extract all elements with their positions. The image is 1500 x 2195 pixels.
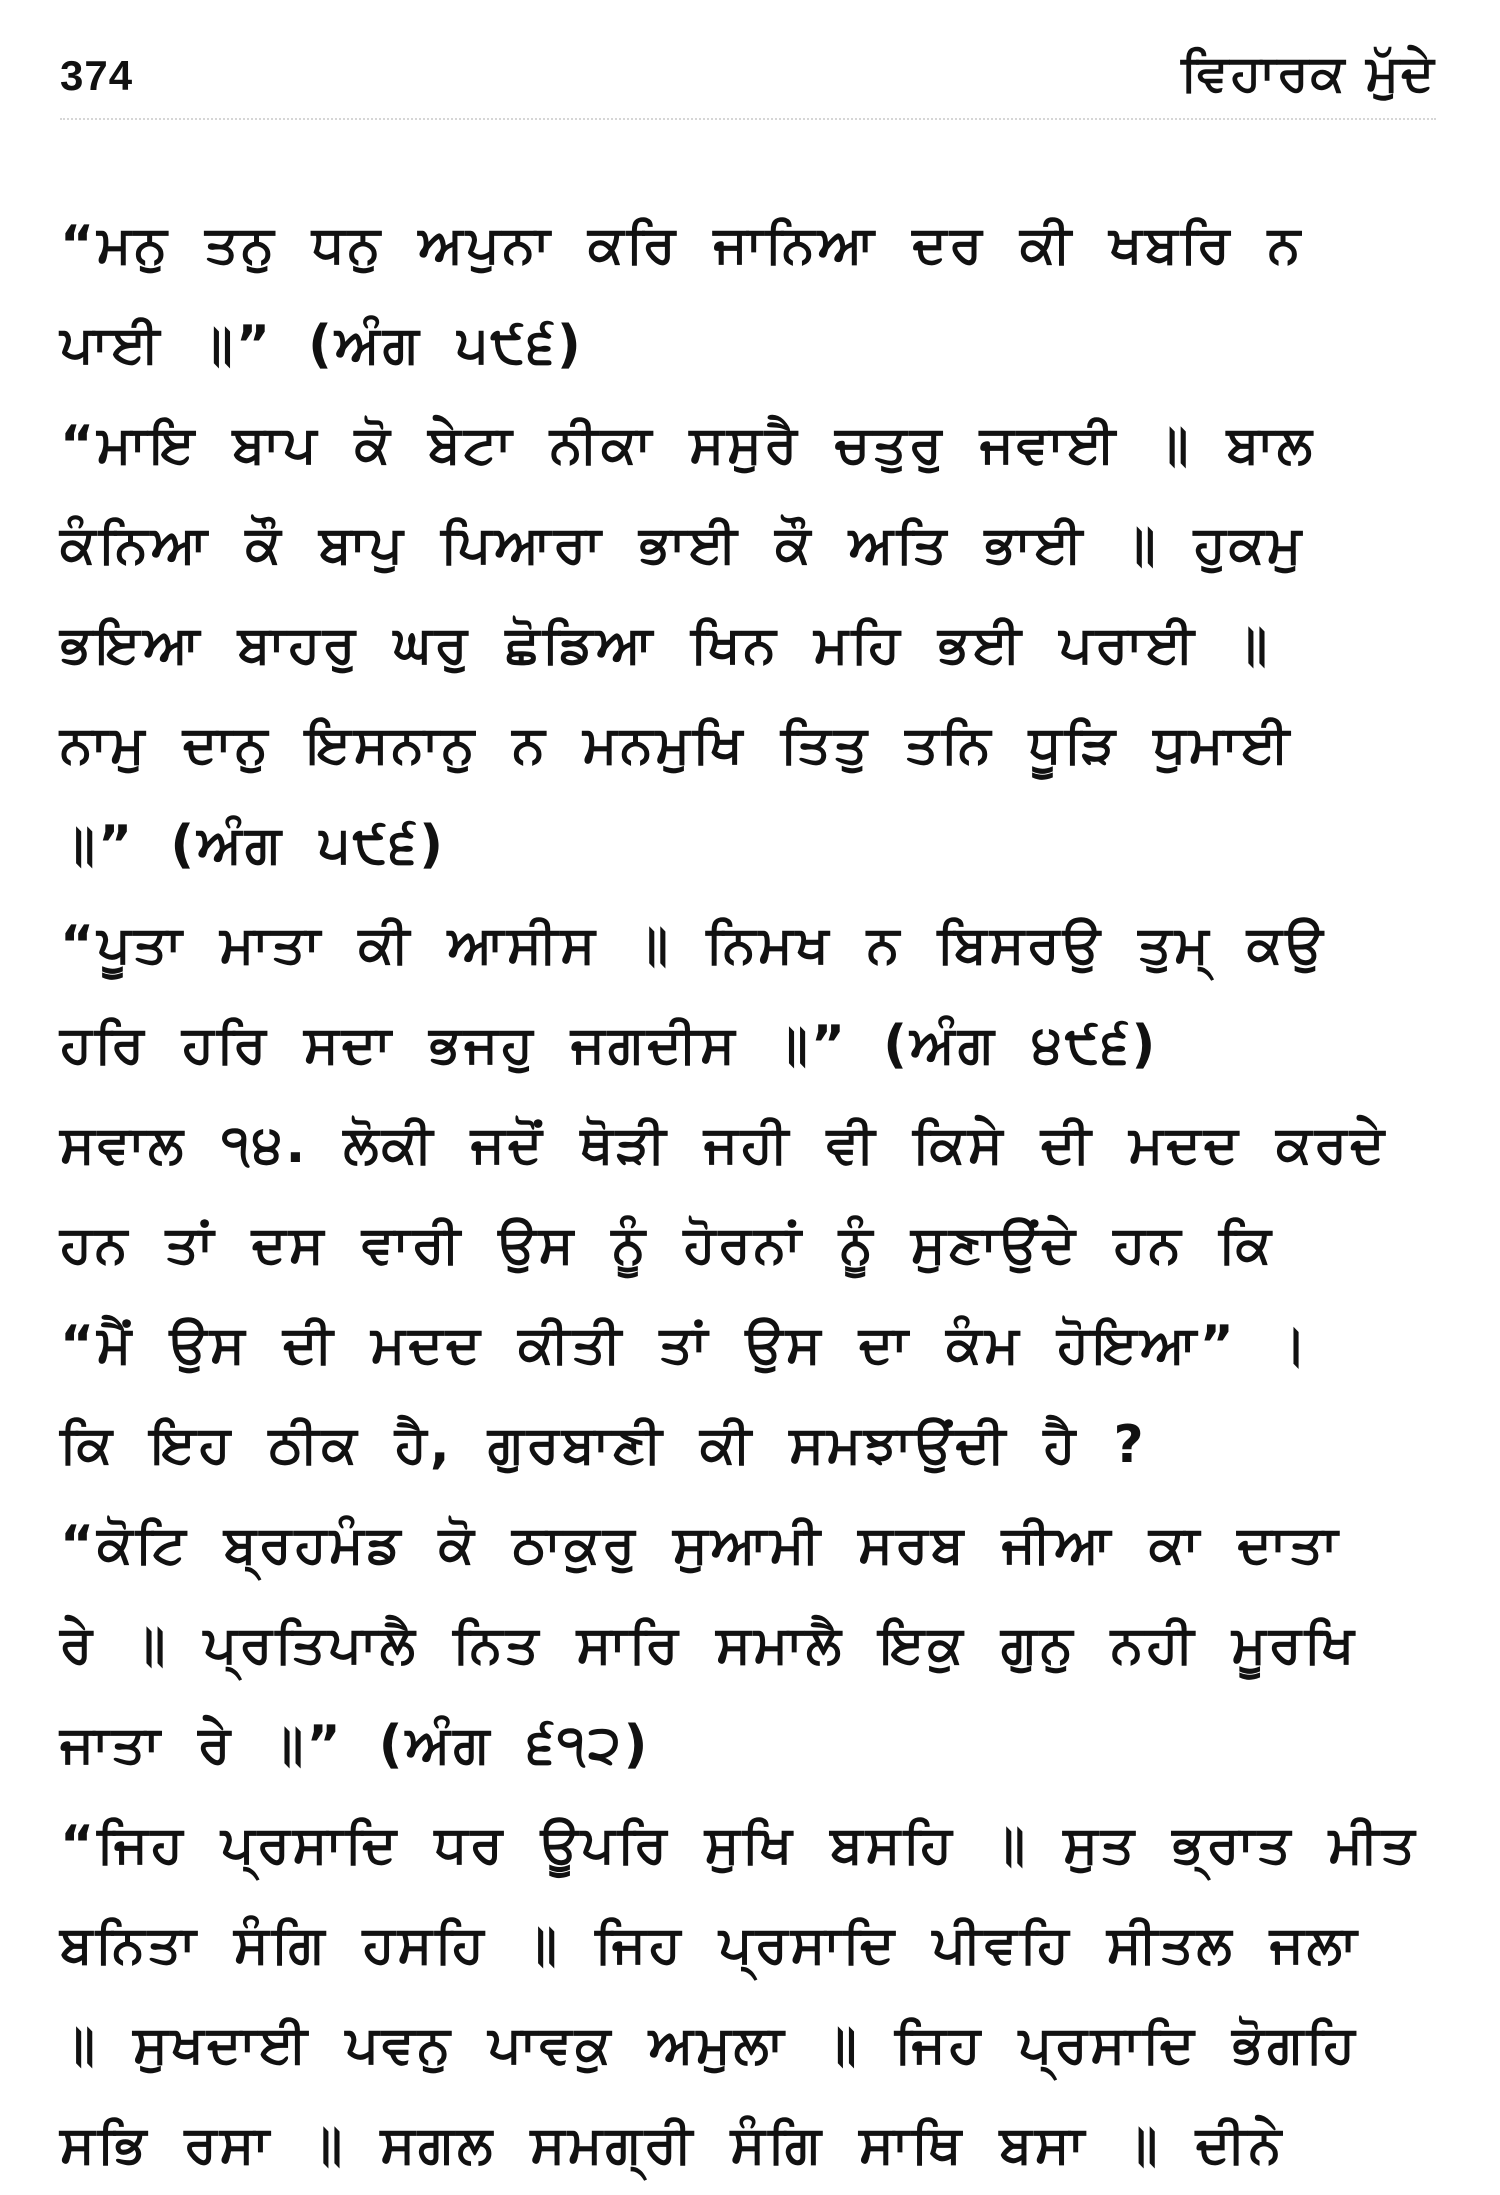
text-line: ਕਿ ਇਹ ਠੀਕ ਹੈ, ਗੁਰਬਾਣੀ ਕੀ ਸਮਝਾਉਂਦੀ ਹੈ ?: [60, 1415, 1147, 1475]
header-divider: [60, 118, 1436, 120]
text-line: “ਮਨੁ ਤਨੁ ਧਨੁ ਅਪੁਨਾ ਕਰਿ ਜਾਨਿਆ ਦਰ ਕੀ ਖਬਰਿ ਨ: [60, 215, 1304, 275]
quote-paragraph: [60, 1495, 1436, 1795]
text-line: ਹਨ ਤਾਂ ਦਸ ਵਾਰੀ ਉਸ ਨੂੰ ਹੋਰਨਾਂ ਨੂੰ ਸੁਣਾਉਂਦੇ ਹਨ ਕਿ: [60, 1215, 1275, 1275]
text-line: “ਜਿਹ ਪ੍ਰਸਾਦਿ ਧਰ ਊਪਰਿ ਸੁਖਿ ਬਸਹਿ ॥ ਸੁਤ ਭ੍ਰਾਤ ਮੀਤ: [60, 1815, 1418, 1875]
text-line: ॥” (ਅੰਗ ੫੯੬): [60, 815, 447, 875]
quote-paragraph: [60, 395, 1436, 895]
text-line: ਰੇ ॥ ਪ੍ਰਤਿਪਾਲੈ ਨਿਤ ਸਾਰਿ ਸਮਾਲੈ ਇਕੁ ਗੁਨੁ ਨਹੀ ਮੂਰਖਿ: [60, 1615, 1358, 1675]
text-line: “ਮੈਂ ਉਸ ਦੀ ਮਦਦ ਕੀਤੀ ਤਾਂ ਉਸ ਦਾ ਕੰਮ ਹੋਇਆ” ।: [60, 1315, 1310, 1375]
question-paragraph: [60, 1095, 1436, 1495]
text-line: ਜਾਤਾ ਰੇ ॥” (ਅੰਗ ੬੧੨): [60, 1715, 651, 1775]
text-line: “ਮਾਇ ਬਾਪ ਕੋ ਬੇਟਾ ਨੀਕਾ ਸਸੁਰੈ ਚਤੁਰੁ ਜਵਾਈ ॥ ਬਾਲ: [60, 415, 1316, 475]
quote-paragraph: [60, 195, 1436, 395]
text-line: ਨਾਮੁ ਦਾਨੁ ਇਸਨਾਨੁ ਨ ਮਨਮੁਖਿ ਤਿਤੁ ਤਨਿ ਧੂੜਿ ਧੁਮਾਈ: [60, 715, 1293, 775]
text-line: ॥ ਸੁਖਦਾਈ ਪਵਨੁ ਪਾਵਕੁ ਅਮੁਲਾ ॥ ਜਿਹ ਪ੍ਰਸਾਦਿ ਭੋਗਹਿ: [60, 2015, 1358, 2075]
text-line: “ਪੂਤਾ ਮਾਤਾ ਕੀ ਆਸੀਸ ॥ ਨਿਮਖ ਨ ਬਿਸਰਉ ਤੁਮ੍ ਕਉ: [60, 915, 1326, 975]
body-text: [60, 195, 1436, 2195]
text-line: ਸਵਾਲ ੧੪. ਲੋਕੀ ਜਦੋਂ ਥੋੜੀ ਜਹੀ ਵੀ ਕਿਸੇ ਦੀ ਮਦਦ ਕਰਦੇ: [60, 1115, 1388, 1175]
quote-paragraph: [60, 1795, 1436, 2195]
quote-paragraph: [60, 895, 1436, 1095]
text-line: ਹਰਿ ਹਰਿ ਸਦਾ ਭਜਹੁ ਜਗਦੀਸ ॥” (ਅੰਗ ੪੯੬): [60, 1015, 1159, 1075]
text-line: ਪਾਈ ॥” (ਅੰਗ ੫੯੬): [60, 315, 584, 375]
page-header: [60, 40, 1436, 120]
page-number: 374: [60, 52, 134, 99]
text-line: ਭਇਆ ਬਾਹਰੁ ਘਰੁ ਛੋਡਿਆ ਖਿਨ ਮਹਿ ਭਈ ਪਰਾਈ ॥: [60, 615, 1271, 675]
text-line: “ਕੋਟਿ ਬ੍ਰਹਮੰਡ ਕੋ ਠਾਕੁਰੁ ਸੁਆਮੀ ਸਰਬ ਜੀਆ ਕਾ ਦਾਤਾ: [60, 1515, 1341, 1575]
text-line: ਕੰਨਿਆ ਕੌ ਬਾਪੁ ਪਿਆਰਾ ਭਾਈ ਕੌ ਅਤਿ ਭਾਈ ॥ ਹੁਕਮੁ: [60, 515, 1305, 575]
running-head: ਵਿਹਾਰਕ ਮੁੱਦੇ: [1181, 44, 1436, 102]
text-line: ਬਨਿਤਾ ਸੰਗਿ ਹਸਹਿ ॥ ਜਿਹ ਪ੍ਰਸਾਦਿ ਪੀਵਹਿ ਸੀਤਲ ਜਲਾ: [60, 1915, 1360, 1975]
text-line: ਸਭਿ ਰਸਾ ॥ ਸਗਲ ਸਮਗ੍ਰੀ ਸੰਗਿ ਸਾਥਿ ਬਸਾ ॥ ਦੀਨੇ: [60, 2115, 1285, 2175]
